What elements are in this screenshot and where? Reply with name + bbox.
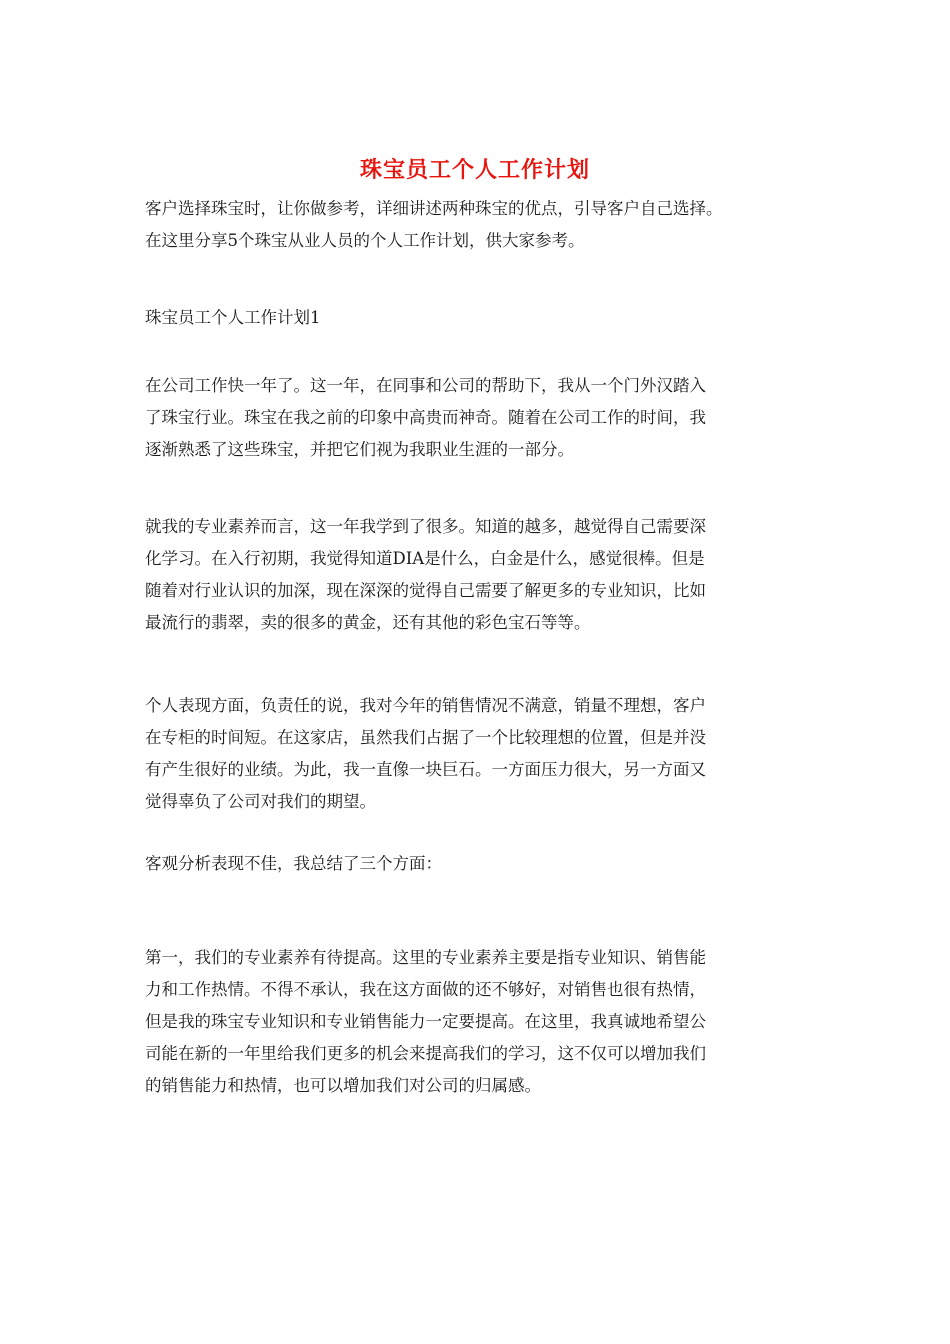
- text-line: 第一，我们的专业素养有待提高。这里的专业素养主要是指专业知识、销售能: [145, 948, 706, 967]
- text-line: 客观分析表现不佳，我总结了三个方面：: [145, 854, 442, 873]
- text-line: 在专柜的时间短。在这家店，虽然我们占据了一个比较理想的位置，但是并没: [145, 728, 706, 747]
- text-line: 化学习。在入行初期，我觉得知道DIA是什么，白金是什么，感觉很棒。但是: [145, 549, 705, 568]
- paragraph-1: [145, 370, 813, 466]
- section-heading: [145, 302, 813, 334]
- text-line: 客户选择珠宝时，让你做参考，详细讲述两种珠宝的优点，引导客户自己选择。: [145, 199, 723, 218]
- text-line: 逐渐熟悉了这些珠宝，并把它们视为我职业生涯的一部分。: [145, 440, 574, 459]
- text-line: 司能在新的一年里给我们更多的机会来提高我们的学习，这不仅可以增加我们: [145, 1044, 706, 1063]
- text-line: 有产生很好的业绩。为此，我一直像一块巨石。一方面压力很大，另一方面又: [145, 760, 706, 779]
- intro-paragraph: [145, 193, 813, 257]
- text-line: 珠宝员工个人工作计划1: [145, 308, 321, 327]
- text-line: 个人表现方面，负责任的说，我对今年的销售情况不满意，销量不理想，客户: [145, 696, 706, 715]
- text-line: 了珠宝行业。珠宝在我之前的印象中高贵而神奇。随着在公司工作的时间，我: [145, 408, 706, 427]
- text-line: 在这里分享5个珠宝从业人员的个人工作计划，供大家参考。: [145, 231, 585, 250]
- paragraph-5: [145, 942, 813, 1102]
- text-line: 就我的专业素养而言，这一年我学到了很多。知道的越多，越觉得自己需要深: [145, 517, 706, 536]
- document-title: 珠宝员工个人工作计划: [359, 157, 590, 183]
- paragraph-2: [145, 511, 813, 639]
- text-line: 最流行的翡翠，卖的很多的黄金，还有其他的彩色宝石等等。: [145, 613, 591, 632]
- paragraph-4: [145, 848, 813, 880]
- paragraph-3: [145, 690, 813, 818]
- text-line: 觉得辜负了公司对我们的期望。: [145, 792, 376, 811]
- text-line: 随着对行业认识的加深，现在深深的觉得自己需要了解更多的专业知识，比如: [145, 581, 706, 600]
- text-line: 的销售能力和热情，也可以增加我们对公司的归属感。: [145, 1076, 541, 1095]
- text-line: 在公司工作快一年了。这一年，在同事和公司的帮助下，我从一个门外汉踏入: [145, 376, 706, 395]
- text-line: 但是我的珠宝专业知识和专业销售能力一定要提高。在这里，我真诚地希望公: [145, 1012, 706, 1031]
- text-line: 力和工作热情。不得不承认，我在这方面做的还不够好，对销售也很有热情，: [145, 980, 706, 999]
